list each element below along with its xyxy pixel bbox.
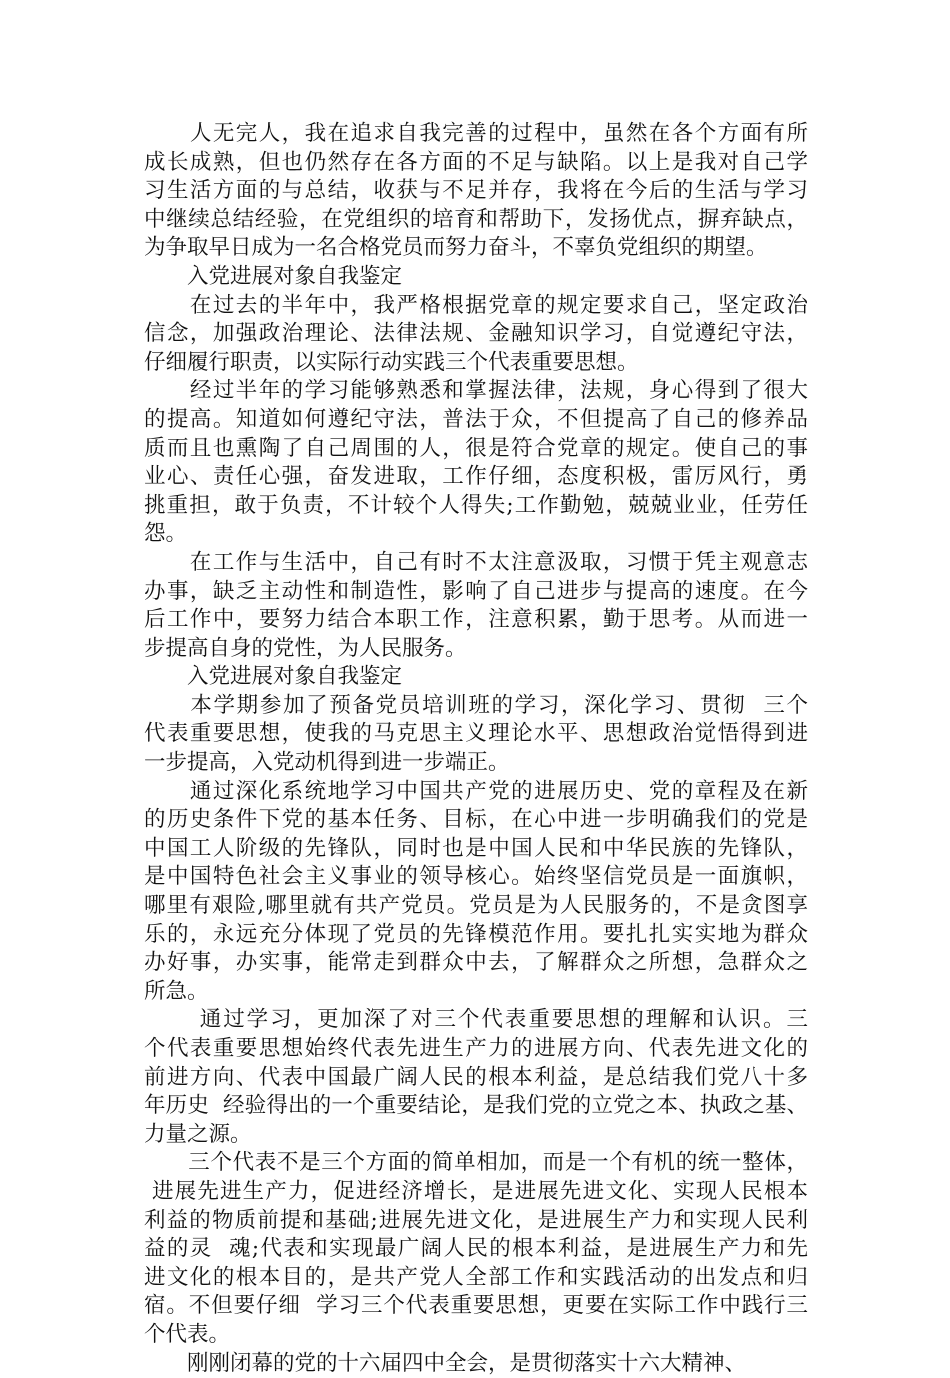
text-line: 利益的物质前提和基础;进展先进文化，是进展生产力和实现人民利 — [144, 1207, 808, 1233]
text-line: 成长成熟，但也仍然存在各方面的不足与缺陷。以上是我对自己学 — [144, 149, 808, 175]
text-line: 所急。 — [144, 978, 209, 1004]
text-line: 个代表。 — [144, 1321, 231, 1347]
text-line: 人无完人，我在追求自我完善的过程中，虽然在各个方面有所 — [144, 121, 808, 146]
text-line: 一步提高，入党动机得到进一步端正。 — [144, 750, 510, 776]
paragraph-training — [144, 692, 808, 778]
text-line: 为争取早日成为一名合格党员而努力奋斗，不辜负党组织的期望。 — [144, 235, 768, 261]
text-line: 益的灵 魂;代表和实现最广阔人民的根本利益，是进展生产力和先 — [144, 1236, 808, 1262]
text-line: 信念，加强政治理论、法律法规、金融知识学习，自觉遵纪守法， — [144, 321, 808, 347]
section-heading: 入党进展对象自我鉴定 — [144, 263, 403, 289]
section-heading: 入党进展对象自我鉴定 — [144, 664, 403, 690]
text-line: 进文化的根本目的，是共产党人全部工作和实践活动的出发点和归 — [144, 1264, 808, 1290]
paragraph-half-year — [144, 292, 808, 378]
text-line: 办事，缺乏主动性和制造性，影响了自己进步与提高的速度。在今 — [144, 578, 808, 604]
text-line: 代表重要思想，使我的马克思主义理论水平、思想政治觉悟得到进 — [144, 721, 808, 747]
section-heading-2 — [144, 663, 808, 692]
paragraph-study-law — [144, 377, 808, 549]
text-line: 乐的，永远充分体现了党员的先锋模范作用。要扎扎实实地为群众 — [144, 921, 808, 947]
paragraph-organic-whole — [144, 1149, 808, 1349]
text-line: 步提高自身的党性，为人民服务。 — [144, 635, 467, 661]
text-line: 通过深化系统地学习中国共产党的进展历史、党的章程及在新 — [144, 778, 808, 804]
text-line: 仔细履行职责，以实际行动实践三个代表重要思想。 — [144, 349, 639, 375]
text-line: 通过学习，更加深了对三个代表重要思想的理解和认识。三 — [144, 1007, 808, 1033]
text-line: 前进方向、代表中国最广阔人民的根本利益，是总结我们党八十多 — [144, 1064, 808, 1090]
text-line: 哪里有艰险,哪里就有共产党员。党员是为人民服务的，不是贪图享 — [144, 893, 808, 919]
text-line: 怨。 — [144, 521, 188, 547]
text-line: 宿。不但要仔细 学习三个代表重要思想，更要在实际工作中践行三 — [144, 1293, 808, 1319]
paragraph-closing-summary — [144, 120, 808, 263]
text-line: 进展先进生产力，促进经济增长，是进展先进文化、实现人民根本 — [144, 1178, 808, 1204]
text-line: 办好事，办实事，能常走到群众中去，了解群众之所想，急群众之 — [144, 950, 808, 976]
text-line: 后工作中，要努力结合本职工作，注意积累，勤于思考。从而进一 — [144, 607, 808, 633]
text-line: 刚刚闭幕的党的十六届四中全会，是贯彻落实十六大精神、 — [144, 1350, 747, 1376]
paragraph-three-represents — [144, 1006, 808, 1149]
paragraph-plenary — [144, 1350, 808, 1378]
text-line: 经过半年的学习能够熟悉和掌握法律，法规，身心得到了很大 — [144, 378, 808, 404]
text-line: 挑重担，敢于负责，不计较个人得失;工作勤勉，兢兢业业，任劳任 — [144, 492, 808, 518]
text-line: 个代表重要思想始终代表先进生产力的进展方向、代表先进文化的 — [144, 1036, 808, 1061]
text-line: 的历史条件下党的基本任务、目标，在心中进一步明确我们的党是 — [144, 807, 808, 833]
document-page — [144, 120, 808, 1378]
text-line: 的提高。知道如何遵纪守法，普法于众，不但提高了自己的修养品 — [144, 406, 808, 432]
text-line: 在工作与生活中，自己有时不太注意汲取，习惯于凭主观意志 — [144, 549, 808, 575]
text-line: 业心、责任心强，奋发进取，工作仔细，态度积极，雷厉风行，勇 — [144, 464, 808, 490]
text-line: 是中国特色社会主义事业的领导核心。始终坚信党员是一面旗帜， — [144, 864, 808, 890]
text-line: 习生活方面的与总结，收获与不足并存，我将在今后的生活与学习 — [144, 178, 808, 204]
text-line: 力量之源。 — [144, 1121, 252, 1147]
paragraph-shortcomings — [144, 549, 808, 663]
text-line: 中继续总结经验，在党组织的培育和帮助下，发扬优点，摒弃缺点， — [144, 206, 808, 232]
text-line: 中国工人阶级的先锋队，同时也是中国人民和中华民族的先锋队， — [144, 835, 808, 861]
section-heading-1 — [144, 263, 808, 292]
text-line: 三个代表不是三个方面的简单相加，而是一个有机的统一整体， — [144, 1150, 808, 1176]
text-line: 在过去的半年中，我严格根据党章的规定要求自己，坚定政治 — [144, 292, 808, 318]
text-line: 年历史 经验得出的一个重要结论，是我们党的立党之本、执政之基、 — [144, 1093, 808, 1119]
text-line: 质而且也熏陶了自己周围的人，很是符合党章的规定。使自己的事 — [144, 435, 808, 461]
text-line: 本学期参加了预备党员培训班的学习，深化学习、贯彻 三个 — [144, 692, 808, 718]
paragraph-party-history — [144, 778, 808, 1007]
